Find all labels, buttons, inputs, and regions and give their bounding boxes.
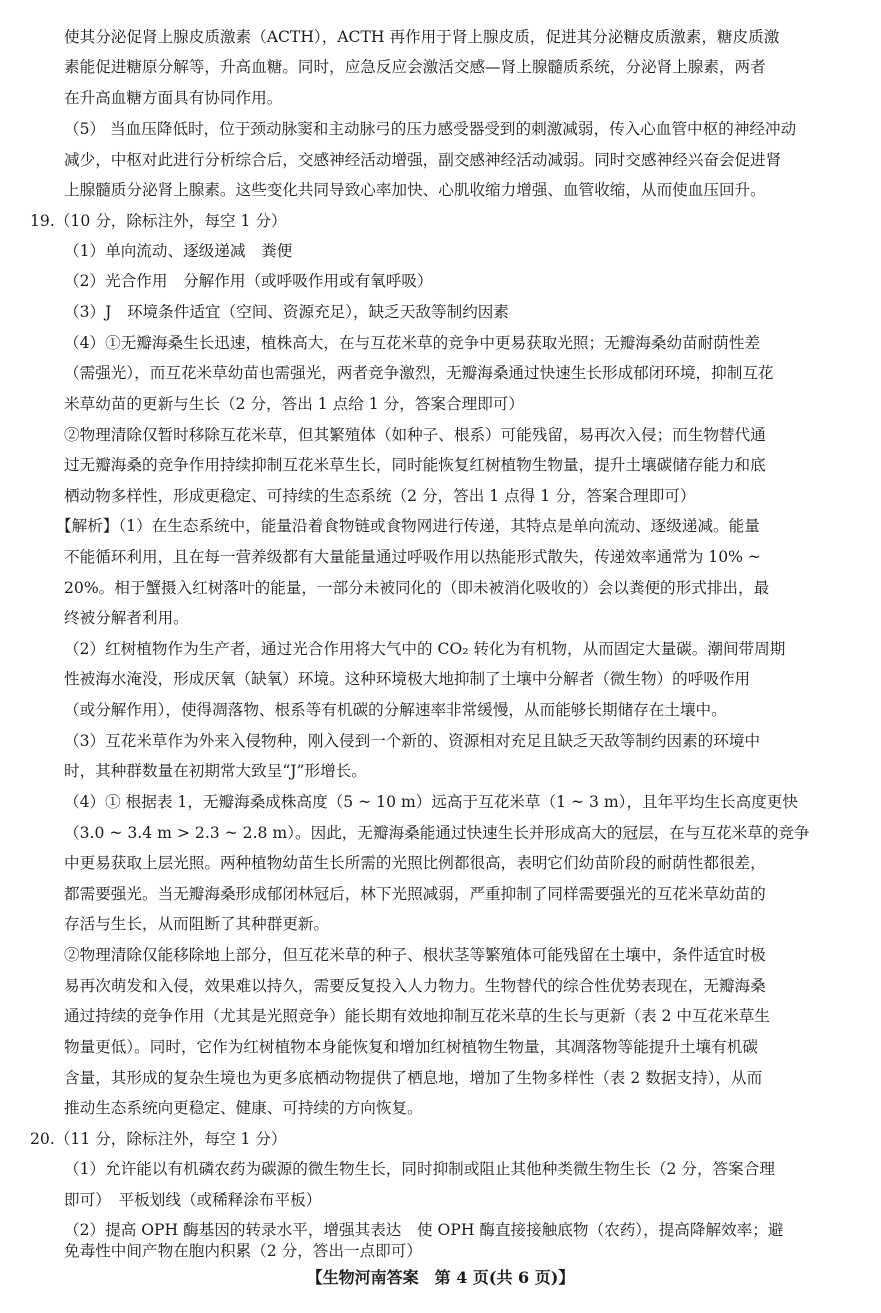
text-line: 性被海水淹没，形成厌氧（缺氧）环境。这种环境极大地抑制了土壤中分解者（微生物）的呼吸作用 [64, 670, 751, 688]
question-heading: 19.（10 分，除标注外，每空 1 分） [30, 212, 287, 230]
analysis-line: 【解析】（1）在生态系统中，能量沿着食物链或食物网进行传递，其特点是单向流动、逐级递减。能量 [56, 517, 760, 535]
text-line: 终被分解者利用。 [64, 609, 189, 627]
text-line: 时，其种群数量在初期常大致呈“J”形增长。 [64, 762, 367, 780]
text-line: 过无瓣海桑的竞争作用持续抑制互花米草生长，同时能恢复红树植物生物量，提升土壤碳储存能力和底 [64, 456, 766, 474]
text-line: 含量，其形成的复杂生境也为更多底栖动物提供了栖息地，增加了生物多样性（表 2 数据支持），从而 [64, 1069, 763, 1087]
text-line: 中更易获取上层光照。两种植物幼苗生长所需的光照比例都很高，表明它们幼苗阶段的耐荫性都很差， [64, 854, 766, 872]
text-line: （3）J 环境条件适宜（空间、资源充足），缺乏天敌等制约因素 [64, 303, 509, 321]
text-line: （4）① 根据表 1，无瓣海桑成株高度（5 ~ 10 m）远高于互花米草（1 ~ 3 m），且年平均生长高度更快 [64, 793, 798, 811]
text-line: 物量更低）。同时，它作为红树植物本身能恢复和增加红树植物生物量，其凋落物等能提升土壤有机碳 [64, 1038, 758, 1056]
text-line: （1）允许能以有机磷农药为碳源的微生物生长，同时抑制或阻止其他种类微生物生长（2 分，答案合理 [64, 1160, 775, 1178]
text-line: （或分解作用），使得凋落物、根系等有机碳的分解速率非常缓慢，从而能够长期储存在土壤中。 [64, 701, 727, 719]
text-line: 存活与生长，从而阻断了其种群更新。 [64, 915, 330, 933]
text-line: 上腺髓质分泌肾上腺素。这些变化共同导致心率加快、心肌收缩力增强、血管收缩，从而使血压回升。 [64, 181, 766, 199]
text-line: 在升高血糖方面具有协同作用。 [64, 89, 283, 107]
text-line: 使其分泌促肾上腺皮质激素（ACTH），ACTH 再作用于肾上腺皮质，促进其分泌糖皮质激素，糖皮质激 [64, 28, 780, 46]
text-line: （2）红树植物作为生产者，通过光合作用将大气中的 CO₂ 转化为有机物，从而固定大量碳。潮间带周期 [64, 640, 786, 658]
text-line: 减少，中枢对此进行分析综合后，交感神经活动增强，副交感神经活动减弱。同时交感神经兴奋会促进肾 [64, 151, 782, 169]
question-heading: 20.（11 分，除标注外，每空 1 分） [30, 1130, 287, 1148]
text-line: ②物理清除仅暂时移除互花米草，但其繁殖体（如种子、根系）可能残留，易再次入侵；而生物替代通 [64, 426, 766, 444]
text-line: 都需要强光。当无瓣海桑形成郁闭林冠后，林下光照减弱，严重抑制了同样需要强光的互花米草幼苗的 [64, 885, 766, 903]
text-line: 20%。相于蟹摄入红树落叶的能量，一部分未被同化的（即未被消化吸收的）会以粪便的形式排出，最 [64, 579, 770, 597]
text-line: （1）单向流动、逐级递减 粪便 [64, 242, 293, 260]
text-line: （2）提高 OPH 酶基因的转录水平，增强其表达 使 OPH 酶直接接触底物（农药），提高降解效率；避 [64, 1221, 784, 1239]
text-line: 免毒性中间产物在胞内积累（2 分，答出一点即可） [64, 1242, 422, 1260]
text-line: （4）①无瓣海桑生长迅速，植株高大，在与互花米草的竞争中更易获取光照；无瓣海桑幼苗耐荫性差 [64, 334, 761, 352]
text-line: 栖动物多样性，形成更稳定、可持续的生态系统（2 分，答出 1 点得 1 分，答案合理即可） [64, 487, 696, 505]
text-line: 易再次萌发和入侵，效果难以持久，需要反复投入人力物力。生物替代的综合性优势表现在，无瓣海桑 [64, 977, 766, 995]
text-line: （需强光），而互花米草幼苗也需强光，两者竞争激烈，无瓣海桑通过快速生长形成郁闭环境，抑制互花 [64, 364, 774, 382]
text-line: （5） 当血压降低时，位于颈动脉窦和主动脉弓的压力感受器受到的刺激减弱，传入心血管中枢的神经冲动 [64, 120, 797, 138]
text-line: （3）互花米草作为外来入侵物种，刚入侵到一个新的、资源相对充足且缺乏天敌等制约因素的环境中 [64, 732, 761, 750]
text-line: （3.0 ~ 3.4 m > 2.3 ~ 2.8 m）。因此，无瓣海桑能通过快速生长并形成高大的冠层，在与互花米草的竞争 [64, 824, 810, 842]
text-line: 推动生态系统向更稳定、健康、可持续的方向恢复。 [64, 1099, 423, 1117]
text-line: ②物理清除仅能移除地上部分，但互花米草的种子、根状茎等繁殖体可能残留在土壤中，条件适宜时极 [64, 946, 766, 964]
page-footer: 【生物河南答案 第 4 页(共 6 页)】 [306, 1268, 575, 1287]
text-line: 通过持续的竞争作用（尤其是光照竞争）能长期有效地抑制互花米草的生长与更新（表 2 中互花米草生 [64, 1007, 770, 1025]
text-line: （2）光合作用 分解作用（或呼吸作用或有氧呼吸） [64, 272, 433, 290]
text-line: 不能循环利用，且在每一营养级都有大量能量通过呼吸作用以热能形式散失，传递效率通常为 10% ~ [64, 548, 761, 566]
text-line: 素能促进糖原分解等，升高血糖。同时，应急反应会激活交感—肾上腺髓质系统，分泌肾上腺素，两者 [64, 58, 766, 76]
text-line: 米草幼苗的更新与生长（2 分，答出 1 点给 1 分，答案合理即可） [64, 395, 524, 413]
text-line: 即可） 平板划线（或稀释涂布平板） [64, 1191, 322, 1209]
